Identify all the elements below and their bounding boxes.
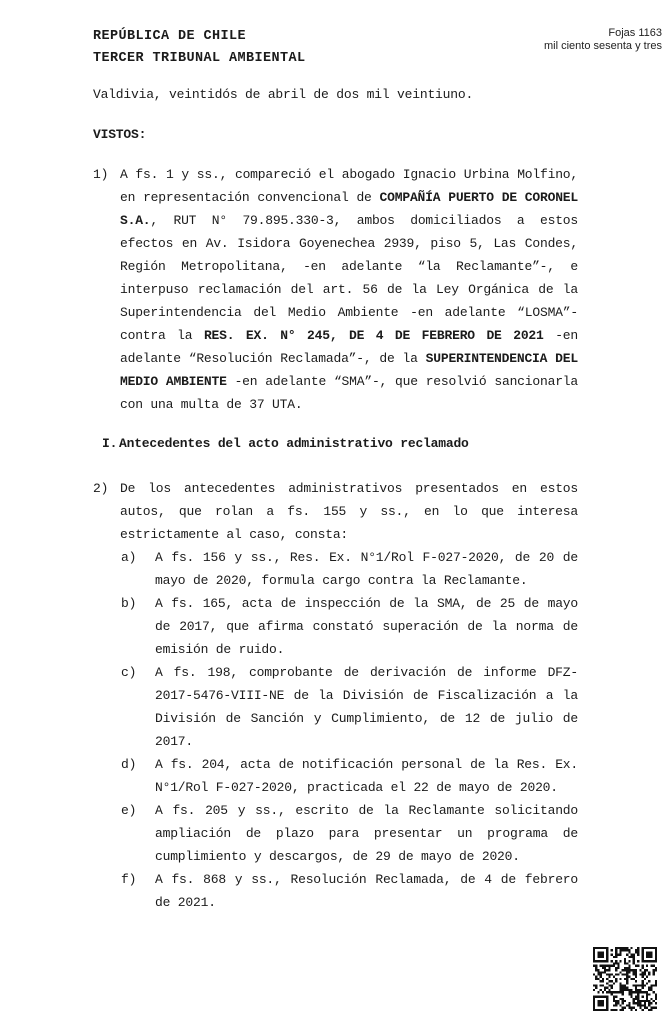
bold-text-run: COMPAÑÍA PUERTO DE CORONEL S.A. — [120, 190, 578, 228]
fojas-stamp — [544, 27, 662, 52]
subitem-letter: f) — [121, 872, 137, 887]
subitem-row-c — [120, 661, 578, 753]
item-2-body — [120, 477, 578, 914]
republic-line: REPÚBLICA DE CHILE — [93, 29, 247, 44]
page-header — [93, 26, 662, 70]
bold-text-run: SUPERINTENDENCIA DEL MEDIO AMBIENTE — [120, 351, 578, 389]
item-1 — [93, 163, 578, 416]
bold-text-run: RES. EX. N° 245, DE 4 DE FEBRERO DE 2021 — [203, 328, 544, 343]
fojas-words: mil ciento sesenta y tres — [544, 39, 662, 52]
subitem-text: A fs. 198, comprobante de derivación de informe DFZ-2017-5476-VIII-NE de la División de Fiscalización a la División de Sanción y Cumplimiento, de 12 de julio de 2017. — [155, 665, 578, 749]
subitem-letter: d) — [121, 757, 137, 772]
item-2 — [93, 477, 578, 914]
subitem-letter: c) — [121, 665, 137, 680]
subitem-row-b — [120, 592, 578, 661]
subitem-letter: e) — [121, 803, 137, 818]
body-column — [93, 83, 578, 914]
subitem-text: A fs. 205 y ss., escrito de la Reclamante solicitando ampliación de plazo para presentar un programa de cumplimiento y descargos, de 29 de mayo de 2020. — [155, 803, 578, 864]
text-run: A fs. 1 y ss., compareció el abogado Ignacio Urbina Molfino, en representación convencional de — [120, 167, 578, 205]
subitem-letter: a) — [121, 550, 137, 565]
subitem-text: A fs. 165, acta de inspección de la SMA, de 25 de mayo de 2017, que afirma constató superación de la norma de emisión de ruido. — [155, 596, 578, 657]
subitem-text: A fs. 868 y ss., Resolución Reclamada, de 4 de febrero de 2021. — [155, 872, 578, 910]
item-2-number: 2) — [93, 481, 109, 496]
text-run: , RUT N° 79.895.330-3, ambos domiciliados a estos efectos en Av. Isidora Goyenechea 2939, piso 5, Las Condes, Región Metropolitana, -en adelante “la Reclamante”-, e interpuso reclamación del art. 56 de la Ley Orgánica de la Superintendencia del Medio Ambiente -en adelante “LOSMA”- contra la — [120, 213, 578, 343]
court-header — [93, 26, 306, 70]
qr-code — [593, 947, 657, 1011]
tribunal-line: TERCER TRIBUNAL AMBIENTAL — [93, 51, 306, 66]
section-title: Antecedentes del acto administrativo reclamado — [119, 436, 469, 451]
subitem-text: A fs. 204, acta de notificación personal de la Res. Ex. N°1/Rol F-027-2020, practicada el 22 de mayo de 2020. — [155, 757, 578, 795]
page-content — [93, 26, 662, 914]
text-run: -en adelante “SMA”-, que resolvió sancionarla con una multa de 37 UTA. — [120, 374, 578, 412]
item-1-number: 1) — [93, 167, 109, 182]
item-2-intro: De los antecedentes administrativos presentados en estos autos, que rolan a fs. 155 y ss., en lo que interesa estrictamente al caso, consta: — [120, 481, 578, 542]
section-heading — [93, 432, 578, 455]
subitem-row-e — [120, 799, 578, 868]
subitem-row-d — [120, 753, 578, 799]
subitem-text: A fs. 156 y ss., Res. Ex. N°1/Rol F-027-2020, de 20 de mayo de 2020, formula cargo contra la Reclamante. — [155, 550, 578, 588]
subitem-row-f — [120, 868, 578, 914]
qr-code-svg — [593, 947, 657, 1011]
fojas-number: Fojas 1163 — [608, 27, 662, 39]
vistos-heading: VISTOS: — [93, 127, 147, 142]
text-run: -en adelante “Resolución Reclamada”-, de la — [120, 328, 579, 366]
subitem-letter: b) — [121, 596, 137, 611]
section-numeral: I. — [102, 436, 118, 451]
subitem-row-a — [120, 546, 578, 592]
date-line: Valdivia, veintidós de abril de dos mil veintiuno. — [93, 87, 474, 102]
item-1-text — [120, 163, 578, 416]
